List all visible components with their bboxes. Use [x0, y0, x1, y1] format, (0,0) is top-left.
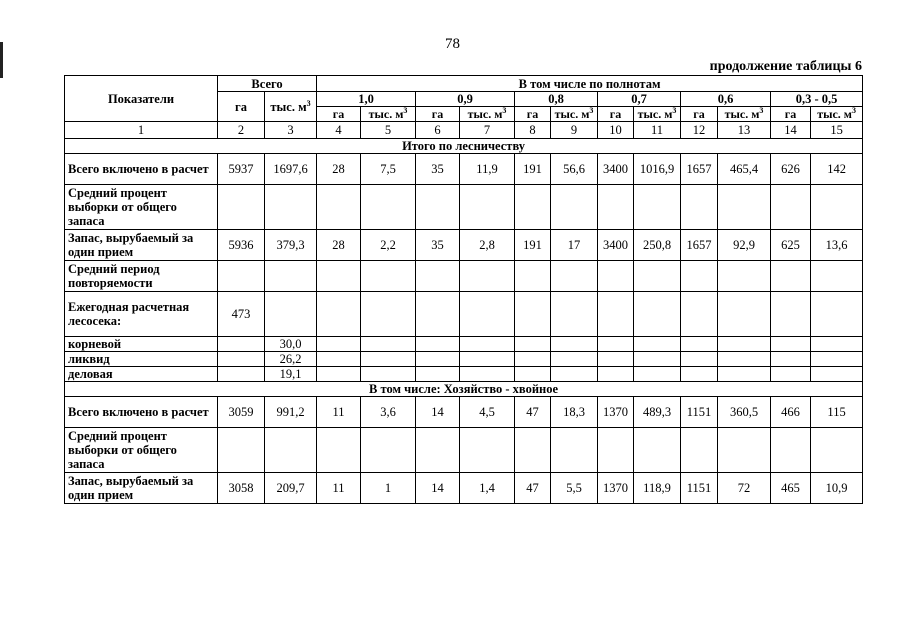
- table-cell: [718, 428, 771, 473]
- table-cell: 3058: [218, 473, 265, 504]
- table-cell: [460, 292, 515, 337]
- table-cell: 28: [317, 230, 361, 261]
- table-cell: [551, 292, 598, 337]
- table-cell: [681, 337, 718, 352]
- table-row: [65, 185, 863, 230]
- table-cell: [416, 261, 460, 292]
- table-cell: [551, 367, 598, 382]
- table-cell: [771, 261, 811, 292]
- table-cell: [361, 337, 416, 352]
- table-cell: [771, 337, 811, 352]
- table-cell: [361, 261, 416, 292]
- row-label: Всего включено в расчет: [65, 397, 218, 428]
- table-cell: [416, 185, 460, 230]
- table-cell: [681, 428, 718, 473]
- table-cell: 360,5: [718, 397, 771, 428]
- table-cell: 28: [317, 154, 361, 185]
- table-cell: [361, 352, 416, 367]
- table-cell: [551, 352, 598, 367]
- table-cell: [634, 261, 681, 292]
- table-cell: [361, 367, 416, 382]
- table-cell: [598, 367, 634, 382]
- table-cell: [551, 428, 598, 473]
- table-row: [65, 292, 863, 337]
- table-cell: [681, 261, 718, 292]
- table-cell: [317, 292, 361, 337]
- column-number: 11: [634, 122, 681, 139]
- table-cell: [598, 261, 634, 292]
- subheader-ha: га: [681, 107, 718, 122]
- table-cell: [416, 352, 460, 367]
- table-cell: [718, 292, 771, 337]
- header-total-ha: га: [218, 92, 265, 122]
- table-row: [65, 428, 863, 473]
- table-cell: 191: [515, 154, 551, 185]
- table-cell: [811, 428, 863, 473]
- table-cell: 1,4: [460, 473, 515, 504]
- table-cell: [317, 337, 361, 352]
- table-cell: [771, 292, 811, 337]
- table-cell: [634, 428, 681, 473]
- table-cell: 17: [551, 230, 598, 261]
- table-cell: 11: [317, 473, 361, 504]
- column-number: 10: [598, 122, 634, 139]
- table-cell: [681, 185, 718, 230]
- table-cell: 1151: [681, 473, 718, 504]
- table-cell: [515, 352, 551, 367]
- table-cell: 466: [771, 397, 811, 428]
- table-cell: 14: [416, 473, 460, 504]
- table-cell: 626: [771, 154, 811, 185]
- table-cell: 56,6: [551, 154, 598, 185]
- table-row: [65, 230, 863, 261]
- table-cell: [551, 261, 598, 292]
- table-cell: [361, 428, 416, 473]
- header-density-0-7: 0,7: [598, 92, 681, 107]
- table-cell: [218, 428, 265, 473]
- column-number: 4: [317, 122, 361, 139]
- table-cell: 379,3: [265, 230, 317, 261]
- header-density-0-6: 0,6: [681, 92, 771, 107]
- subheader-volume: тыс. $м^3$: [460, 107, 515, 122]
- row-label: Средний процент выборки от общего запаса: [65, 428, 218, 473]
- table-cell: [218, 337, 265, 352]
- column-number: 7: [460, 122, 515, 139]
- table-cell: [515, 185, 551, 230]
- row-label: ликвид: [65, 352, 218, 367]
- table-cell: [515, 337, 551, 352]
- table-cell: [460, 428, 515, 473]
- table-cell: 142: [811, 154, 863, 185]
- table-cell: [718, 185, 771, 230]
- table-cell: [515, 261, 551, 292]
- row-label: Средний процент выборки от общего запаса: [65, 185, 218, 230]
- table-cell: [771, 185, 811, 230]
- header-density-0-8: 0,8: [515, 92, 598, 107]
- table-cell: 35: [416, 154, 460, 185]
- row-label: Запас, вырубаемый за один прием: [65, 230, 218, 261]
- table-cell: 19,1: [265, 367, 317, 382]
- subheader-ha: га: [317, 107, 361, 122]
- row-label: Ежегодная расчетная лесосека:: [65, 292, 218, 337]
- table-cell: 3,6: [361, 397, 416, 428]
- table-cell: [317, 352, 361, 367]
- page-number: 78: [445, 36, 460, 52]
- table-cell: [811, 185, 863, 230]
- header-density-0-9: 0,9: [416, 92, 515, 107]
- table-cell: [218, 261, 265, 292]
- table-cell: 13,6: [811, 230, 863, 261]
- table-cell: 35: [416, 230, 460, 261]
- table-cell: 1016,9: [634, 154, 681, 185]
- table-cell: [718, 337, 771, 352]
- table-row: [65, 352, 863, 367]
- column-number: 1: [65, 122, 218, 139]
- section-title: В том числе: Хозяйство - хвойное: [65, 382, 863, 397]
- header-total-volume: тыс. $м^3$: [265, 92, 317, 122]
- table-cell: [265, 292, 317, 337]
- table-cell: [811, 352, 863, 367]
- table-cell: [317, 185, 361, 230]
- table-row: [65, 261, 863, 292]
- row-label: Всего включено в расчет: [65, 154, 218, 185]
- subheader-ha: га: [598, 107, 634, 122]
- table-cell: [460, 367, 515, 382]
- table-cell: [551, 185, 598, 230]
- table-cell: [598, 337, 634, 352]
- table-cell: 3059: [218, 397, 265, 428]
- table-cell: [681, 352, 718, 367]
- table-cell: 473: [218, 292, 265, 337]
- table-cell: [634, 337, 681, 352]
- table-cell: [265, 428, 317, 473]
- table-cell: 11: [317, 397, 361, 428]
- table-cell: 625: [771, 230, 811, 261]
- harvest-table: [64, 75, 863, 504]
- table-cell: [361, 292, 416, 337]
- table-cell: 7,5: [361, 154, 416, 185]
- header-density-1-0: 1,0: [317, 92, 416, 107]
- section-title: Итого по лесничеству: [65, 139, 863, 154]
- table-cell: [634, 367, 681, 382]
- table-row: [65, 397, 863, 428]
- table-cell: 2,2: [361, 230, 416, 261]
- header-density-0-3-0-5: 0,3 - 0,5: [771, 92, 863, 107]
- continuation-label: продолжение таблицы 6: [709, 59, 862, 74]
- table-row: [65, 473, 863, 504]
- table-cell: [811, 367, 863, 382]
- table-cell: [681, 367, 718, 382]
- subheader-volume: тыс. $м^3$: [718, 107, 771, 122]
- subheader-volume: тыс. $м^3$: [361, 107, 416, 122]
- table-cell: 5936: [218, 230, 265, 261]
- table-cell: [634, 352, 681, 367]
- column-number: 9: [551, 122, 598, 139]
- table-cell: 30,0: [265, 337, 317, 352]
- header-total: Всего: [218, 76, 317, 92]
- table-row: [65, 154, 863, 185]
- table-cell: [416, 292, 460, 337]
- table-cell: [416, 428, 460, 473]
- column-number: 8: [515, 122, 551, 139]
- table-cell: [265, 261, 317, 292]
- table-cell: 3400: [598, 230, 634, 261]
- table-cell: 26,2: [265, 352, 317, 367]
- table-cell: [681, 292, 718, 337]
- table-cell: 250,8: [634, 230, 681, 261]
- table-cell: [718, 367, 771, 382]
- header-indicators: Показатели: [65, 76, 218, 122]
- table-cell: 115: [811, 397, 863, 428]
- subheader-ha: га: [416, 107, 460, 122]
- table-cell: 10,9: [811, 473, 863, 504]
- table-cell: 47: [515, 397, 551, 428]
- table-cell: [515, 292, 551, 337]
- table-cell: [771, 367, 811, 382]
- table-cell: 2,8: [460, 230, 515, 261]
- table-cell: 92,9: [718, 230, 771, 261]
- table-cell: [460, 337, 515, 352]
- subheader-volume: тыс. $м^3$: [551, 107, 598, 122]
- table-cell: 118,9: [634, 473, 681, 504]
- subheader-volume: тыс. $м^3$: [634, 107, 681, 122]
- table-cell: 465,4: [718, 154, 771, 185]
- table-cell: [551, 337, 598, 352]
- table-cell: 5,5: [551, 473, 598, 504]
- table-cell: 18,3: [551, 397, 598, 428]
- table-cell: [218, 367, 265, 382]
- table-cell: [460, 352, 515, 367]
- row-label: Средний период повторяемости: [65, 261, 218, 292]
- table-cell: [598, 292, 634, 337]
- table-cell: [811, 337, 863, 352]
- table-row: [65, 337, 863, 352]
- table-cell: [811, 261, 863, 292]
- table-cell: 209,7: [265, 473, 317, 504]
- column-number: 15: [811, 122, 863, 139]
- table-cell: [416, 337, 460, 352]
- table-cell: 1697,6: [265, 154, 317, 185]
- table-cell: [515, 367, 551, 382]
- table-cell: 1657: [681, 154, 718, 185]
- column-number: 13: [718, 122, 771, 139]
- table-cell: [515, 428, 551, 473]
- table-cell: 47: [515, 473, 551, 504]
- table-cell: 1657: [681, 230, 718, 261]
- table-cell: [218, 352, 265, 367]
- column-number: 2: [218, 122, 265, 139]
- table-cell: 465: [771, 473, 811, 504]
- table-cell: 1370: [598, 473, 634, 504]
- subheader-ha: га: [771, 107, 811, 122]
- table-cell: [460, 261, 515, 292]
- row-label: корневой: [65, 337, 218, 352]
- table-cell: [771, 352, 811, 367]
- table-cell: [598, 185, 634, 230]
- table-cell: [718, 261, 771, 292]
- table-cell: 1: [361, 473, 416, 504]
- column-number: 3: [265, 122, 317, 139]
- table-cell: 489,3: [634, 397, 681, 428]
- table-cell: 991,2: [265, 397, 317, 428]
- subheader-volume: тыс. $м^3$: [811, 107, 863, 122]
- row-label: деловая: [65, 367, 218, 382]
- table-cell: [634, 292, 681, 337]
- table-cell: 1151: [681, 397, 718, 428]
- table-cell: 11,9: [460, 154, 515, 185]
- table-cell: [416, 367, 460, 382]
- header-including: В том числе по полнотам: [317, 76, 863, 92]
- table-cell: [317, 367, 361, 382]
- table-cell: [598, 428, 634, 473]
- table-cell: [634, 185, 681, 230]
- row-label: Запас, вырубаемый за один прием: [65, 473, 218, 504]
- table-cell: [317, 428, 361, 473]
- column-number: 12: [681, 122, 718, 139]
- subheader-ha: га: [515, 107, 551, 122]
- table-cell: [718, 352, 771, 367]
- table-cell: 1370: [598, 397, 634, 428]
- column-number: 6: [416, 122, 460, 139]
- table-cell: [317, 261, 361, 292]
- table-cell: 5937: [218, 154, 265, 185]
- column-number: 5: [361, 122, 416, 139]
- table-cell: [218, 185, 265, 230]
- table-cell: [361, 185, 416, 230]
- column-number: 14: [771, 122, 811, 139]
- table-cell: [598, 352, 634, 367]
- table-cell: 4,5: [460, 397, 515, 428]
- table-cell: 191: [515, 230, 551, 261]
- table-cell: 14: [416, 397, 460, 428]
- table-cell: [811, 292, 863, 337]
- table-row: [65, 367, 863, 382]
- table-cell: [265, 185, 317, 230]
- table-cell: [460, 185, 515, 230]
- table-cell: 72: [718, 473, 771, 504]
- table-cell: [771, 428, 811, 473]
- table-cell: 3400: [598, 154, 634, 185]
